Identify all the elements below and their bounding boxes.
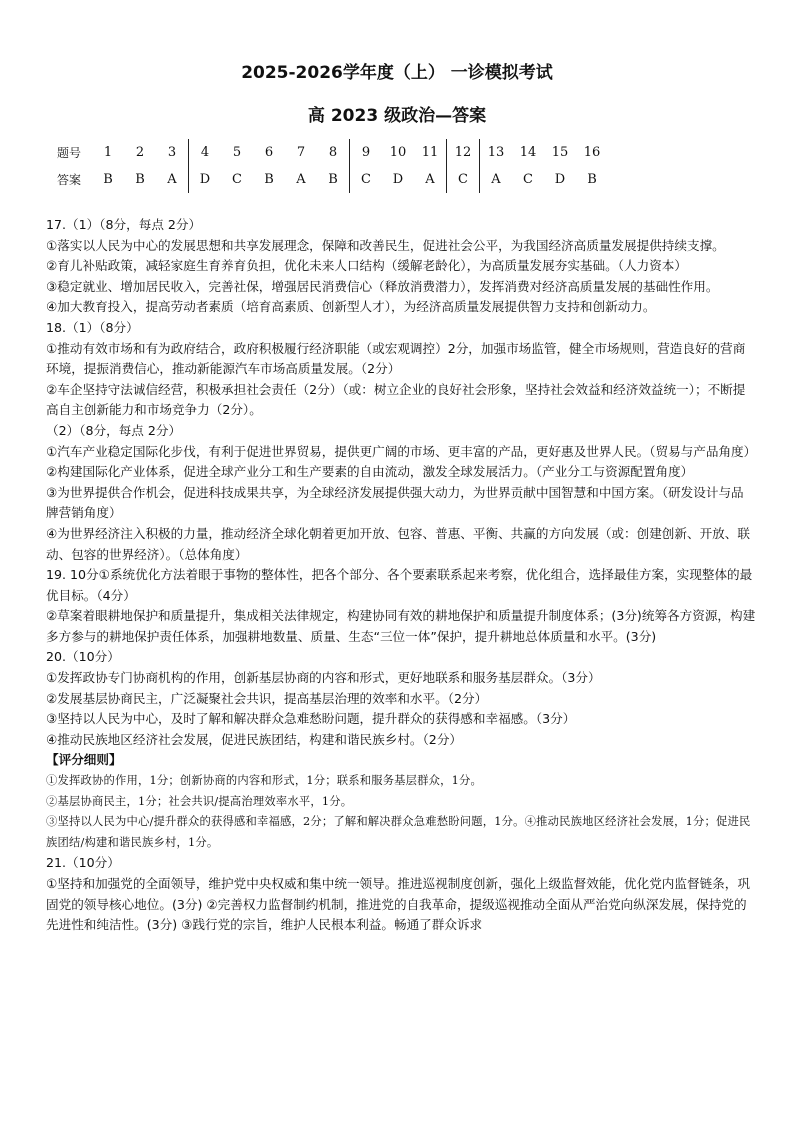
answer-cell: C [447, 166, 480, 193]
question-number: 13 [487, 145, 505, 160]
answer-point: ①落实以人民为中心的发展思想和共享发展理念，保障和改善民生，促进社会公平，为我国经济高质量发展提供持续支撑。 [46, 237, 725, 253]
answer-point: ③稳定就业、增加居民收入，完善社保，增强居民消费信心（释放消费潜力），发挥消费对经济高质量发展的基础性作用。 [46, 278, 719, 294]
answer-point: ①汽车产业稳定国际化步伐，有利于促进世界贸易，提供更广阔的市场、更丰富的产品，更好惠及世界人民。（贸易与产品角度） [46, 443, 757, 459]
question-number: 3 [156, 139, 189, 166]
answer-point: ④加大教育投入，提高劳动者素质（培育高素质、创新型人才），为经济高质量发展提供智力支持和创新动力。 [46, 299, 656, 315]
document-subtitle: 高 2023 级政治—答案 [307, 106, 487, 126]
answer-point: ④为世界经济注入积极的力量，推动经济全球化朝着更加开放、包容、普惠、平衡、共赢的方向发展（或：创建创新、开放、联动、包容的世界经济）。（总体角度） [46, 525, 750, 562]
question-number: 6 [264, 145, 274, 160]
question-number: 7 [296, 145, 306, 160]
scoring-rule: ②基层协商民主，1分；社会共识/提高治理效率水平，1分。 [46, 794, 353, 808]
question-number: 5 [232, 145, 242, 160]
answer-cell: B [264, 172, 274, 187]
answer-point: ②育儿补贴政策，减轻家庭生育养育负担，优化未来人口结构（缓解老龄化），为高质量发展夯实基础。（人力资本） [46, 258, 687, 274]
question-number: 8 [317, 139, 350, 166]
question-number: 15 [551, 145, 569, 160]
question-number: 11 [414, 139, 447, 166]
question-number: 1 [103, 145, 113, 160]
answer-cell: C [523, 172, 533, 187]
q18-heading: 18.（1）（8分） [46, 319, 139, 335]
answer-cell: B [317, 166, 350, 193]
scoring-rule: ①发挥政协的作用，1分；创新协商的内容和形式，1分；联系和服务基层群众，1分。 [46, 774, 483, 788]
answer-point: ④推动民族地区经济社会发展，促进民族团结，构建和谐民族乡村。（2分） [46, 731, 463, 747]
scoring-rule: ③坚持以人民为中心/提升群众的获得感和幸福感，2分；了解和解决群众急难愁盼问题，1分。④推动民族地区经济社会发展，1分；促进民族团结/构建和谐民族乡村，1分。 [46, 815, 751, 849]
q21-heading: 21.（10分） [46, 855, 120, 871]
question-number: 10 [389, 145, 407, 160]
row-label-answer: 答案 [56, 173, 81, 187]
answer-cell: B [587, 172, 597, 187]
answer-cell: C [361, 172, 371, 187]
question-number: 2 [135, 145, 145, 160]
row-label-question: 题号 [56, 146, 81, 160]
answer-point: ①推动有效市场和有为政府结合，政府积极履行经济职能（或宏观调控）2分，加强市场监管，健全市场规则，营造良好的营商环境，提振消费信心，推动新能源汽车市场高质量发展。（2分） [46, 340, 746, 377]
answer-point: ②构建国际化产业体系，促进全球产业分工和生产要素的自由流动，激发全球发展活力。（产业分工与资源配置角度） [46, 464, 694, 480]
answer-point: ①发挥政协专门协商机构的作用，创新基层协商的内容和形式，更好地联系和服务基层群众。（3分） [46, 670, 601, 686]
answer-cell: C [232, 172, 242, 187]
q20-heading: 20.（10分） [46, 649, 120, 665]
document-title: 2025-2026学年度（上） 一诊模拟考试 [241, 63, 553, 83]
answer-point: ③为世界提供合作机会，促进科技成果共享，为全球经济发展提供强大动力，为世界贡献中国智慧和中国方案。（研发设计与品牌营销角度） [46, 484, 744, 521]
answer-body [46, 215, 756, 936]
q18-part2-heading: （2）（8分，每点 2分） [46, 422, 182, 438]
q17-heading: 17.（1）（8分，每点 2分） [46, 217, 202, 232]
scoring-rules-heading: 【评分细则】 [46, 752, 122, 768]
answer-cell: A [414, 166, 447, 193]
question-number: 4 [200, 145, 210, 160]
question-number: 9 [361, 145, 371, 160]
question-number: 14 [519, 145, 537, 160]
answer-cell: A [491, 172, 501, 187]
q19-answer: 19. 10分①系统优化方法着眼于事物的整体性，把各个部分、各个要素联系起来考察，优化组合，选择最佳方案，实现整体的最优目标。（4分） [46, 567, 753, 603]
answer-point: ②发展基层协商民主，广泛凝聚社会共识，提高基层治理的效率和水平。（2分） [46, 690, 488, 706]
question-number: 16 [583, 145, 601, 160]
answer-cell: B [135, 172, 145, 187]
answer-point: ②草案着眼耕地保护和质量提升，集成相关法律规定，构建协同有效的耕地保护和质量提升制度体系；(3分)统筹各方资源，构建多方参与的耕地保护责任体系，加强耕地数量、质量、生态“三位一体”保护，提升耕地总体质量和水平。(3分) [46, 608, 756, 644]
answer-cell: B [103, 172, 113, 187]
answer-point: ①坚持和加强党的全面领导，维护党中央权威和集中统一领导。推进巡视制度创新，强化上级监督效能，优化党内监督链条，巩固党的领导核心地位。(3分) ②完善权力监督制约机制，推进党的自我革命，提级巡视推动全面从严治党向纵深发展，保持党的先进性和纯洁性。(3分) ③践行党的宗旨，维护人民根本利益。畅通了群众诉求 [46, 876, 750, 933]
answer-row [46, 166, 608, 193]
answer-point: ③坚持以人民为中心，及时了解和解决群众急难愁盼问题，提升群众的获得感和幸福感。（3分） [46, 711, 576, 727]
question-number-row [46, 139, 608, 166]
answer-table [46, 139, 608, 193]
answer-cell: D [199, 172, 211, 187]
answer-cell: D [392, 172, 404, 187]
answer-cell: A [296, 172, 306, 187]
answer-cell: D [554, 172, 566, 187]
question-number: 12 [447, 139, 480, 166]
answer-point: ②车企坚持守法诚信经营，积极承担社会责任（2分）（或：树立企业的良好社会形象，坚持社会效益和经济效益统一）；不断提高自主创新能力和市场竞争力（2分）。 [46, 381, 746, 418]
answer-cell: A [156, 166, 189, 193]
